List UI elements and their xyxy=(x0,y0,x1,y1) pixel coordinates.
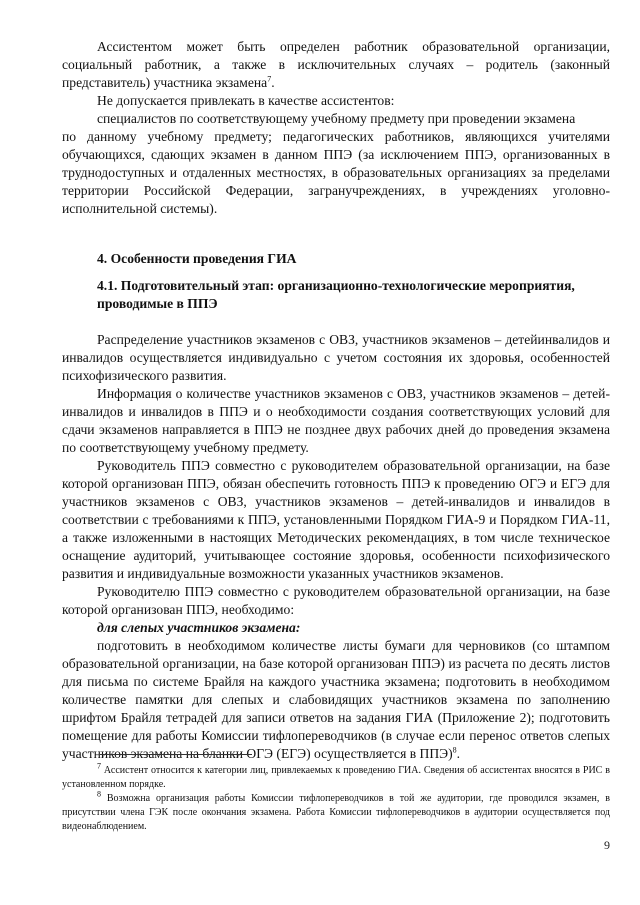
footnotes xyxy=(62,761,610,834)
paragraph-assistant xyxy=(62,38,610,92)
paragraph-head-ppe: Руководитель ППЭ совместно с руководителем образовательной организации, на базе которой организован ППЭ, обязан обеспечить готовность ППЭ к проведению ОГЭ и ЕГЭ для участников экзаменов с ОВЗ, участников экзаменов – детей-инвалидов и инвалидов в соответствии с требованиями к ППЭ, установленными Порядком ГИА-9 и Порядком ГИА-11, а также изложенными в настоящих Методических рекомендациях, в том числе техническое оснащение аудиторий, учитывающее состояние здоровья, особенности психофизического развития и индивидуальные возможности указанных участников экзаменов. xyxy=(62,458,610,581)
footnote-8 xyxy=(62,789,610,834)
subheading-blind: для слепых участников экзамена: xyxy=(97,620,301,635)
footnote-7 xyxy=(62,761,610,792)
paragraph-not-allowed: Не допускается привлекать в качестве ассистентов: xyxy=(97,93,395,108)
paragraph-head-ppe-need: Руководителю ППЭ совместно с руководителем образовательной организации, на базе которой организован ППЭ, необходимо: xyxy=(62,584,610,617)
page-number: 9 xyxy=(604,838,610,852)
paragraph-prepare xyxy=(62,637,610,763)
footnote-separator xyxy=(100,754,252,755)
footnote-ref-8[interactable]: 8 xyxy=(452,745,457,755)
footnote-8-text: Возможна организация работы Комиссии тифлопереводчиков в той же аудитории, где проводился экзамен, в присутствии члена ГЭК после окончания экзамена. Работа Комиссии тифлопереводчиков в аудитории осуществляется под видеонаблюдением. xyxy=(62,793,610,832)
paragraph-assistant-text: Ассистентом может быть определен работник образовательной организации, социальный работник, а также в исключительных случаях – родитель (законный представитель) участника экзамена xyxy=(62,39,610,90)
section-heading-4: 4. Особенности проведения ГИА xyxy=(97,251,297,266)
paragraph-information: Информация о количестве участников экзаменов с ОВЗ, участников экзаменов – детей-инвалидов и инвалидов в ППЭ и о необходимости создания соответствующих условий для сдачи экзаменов направляется в ППЭ не позднее двух рабочих дней до проведения экзамена по соответствующему учебному предмету. xyxy=(62,386,610,455)
footnote-mark-7: 7 xyxy=(97,761,101,771)
paragraph-distribution: Распределение участников экзаменов с ОВЗ, участников экзаменов – детейинвалидов и инвалидов осуществляется индивидуально с учетом состояния их здоровья, особенностей психофизического развития. xyxy=(62,332,610,383)
footnote-mark-8: 8 xyxy=(97,789,101,799)
paragraph-prepare-text: подготовить в необходимом количестве листы бумаги для черновиков (со штампом образовательной организации, на базе которой организован ППЭ) из расчета по десять листов для письма по системе Брайля на каждого участника экзамена; подготовить в необходимом количестве памятки для слепых и слабовидящих участников экзамена по заполнению шрифтом Брайля тетрадей для записи ответов на задания ГИА (Приложение 2); подготовить помещение для работы Комиссии тифлопереводчиков (в случае если перенос ответов слепых участников экзамена на бланки ОГЭ (ЕГЭ) осуществляется в ППЭ) xyxy=(62,638,610,761)
footnote-ref-7[interactable]: 7 xyxy=(267,74,272,84)
paragraph-prepare-end: . xyxy=(456,746,461,761)
paragraph-specialists: специалистов по соответствующему учебному предмету при проведении экзамена xyxy=(97,111,576,126)
paragraph-assistant-end: . xyxy=(271,75,275,90)
paragraph-specialists-cont: по данному учебному предмету; педагогических работников, являющихся учителями обучающихся, сдающих экзамен в данном ППЭ (за исключением ППЭ, организованных в труднодоступных и отдаленных местностях, в образовательных организациях за пределами территории Российской Федерации, загранучреждениях, в учреждениях уголовно-исполнительной системы). xyxy=(62,129,610,216)
document-page xyxy=(62,38,610,763)
subsection-heading-4-1: 4.1. Подготовительный этап: организационно-технологические мероприятия, проводимые в ППЭ xyxy=(97,278,575,311)
footnote-7-text: Ассистент относится к категории лиц, привлекаемых к проведению ГИА. Сведения об ассистентах вносятся в РИС в установленном порядке. xyxy=(62,765,610,790)
